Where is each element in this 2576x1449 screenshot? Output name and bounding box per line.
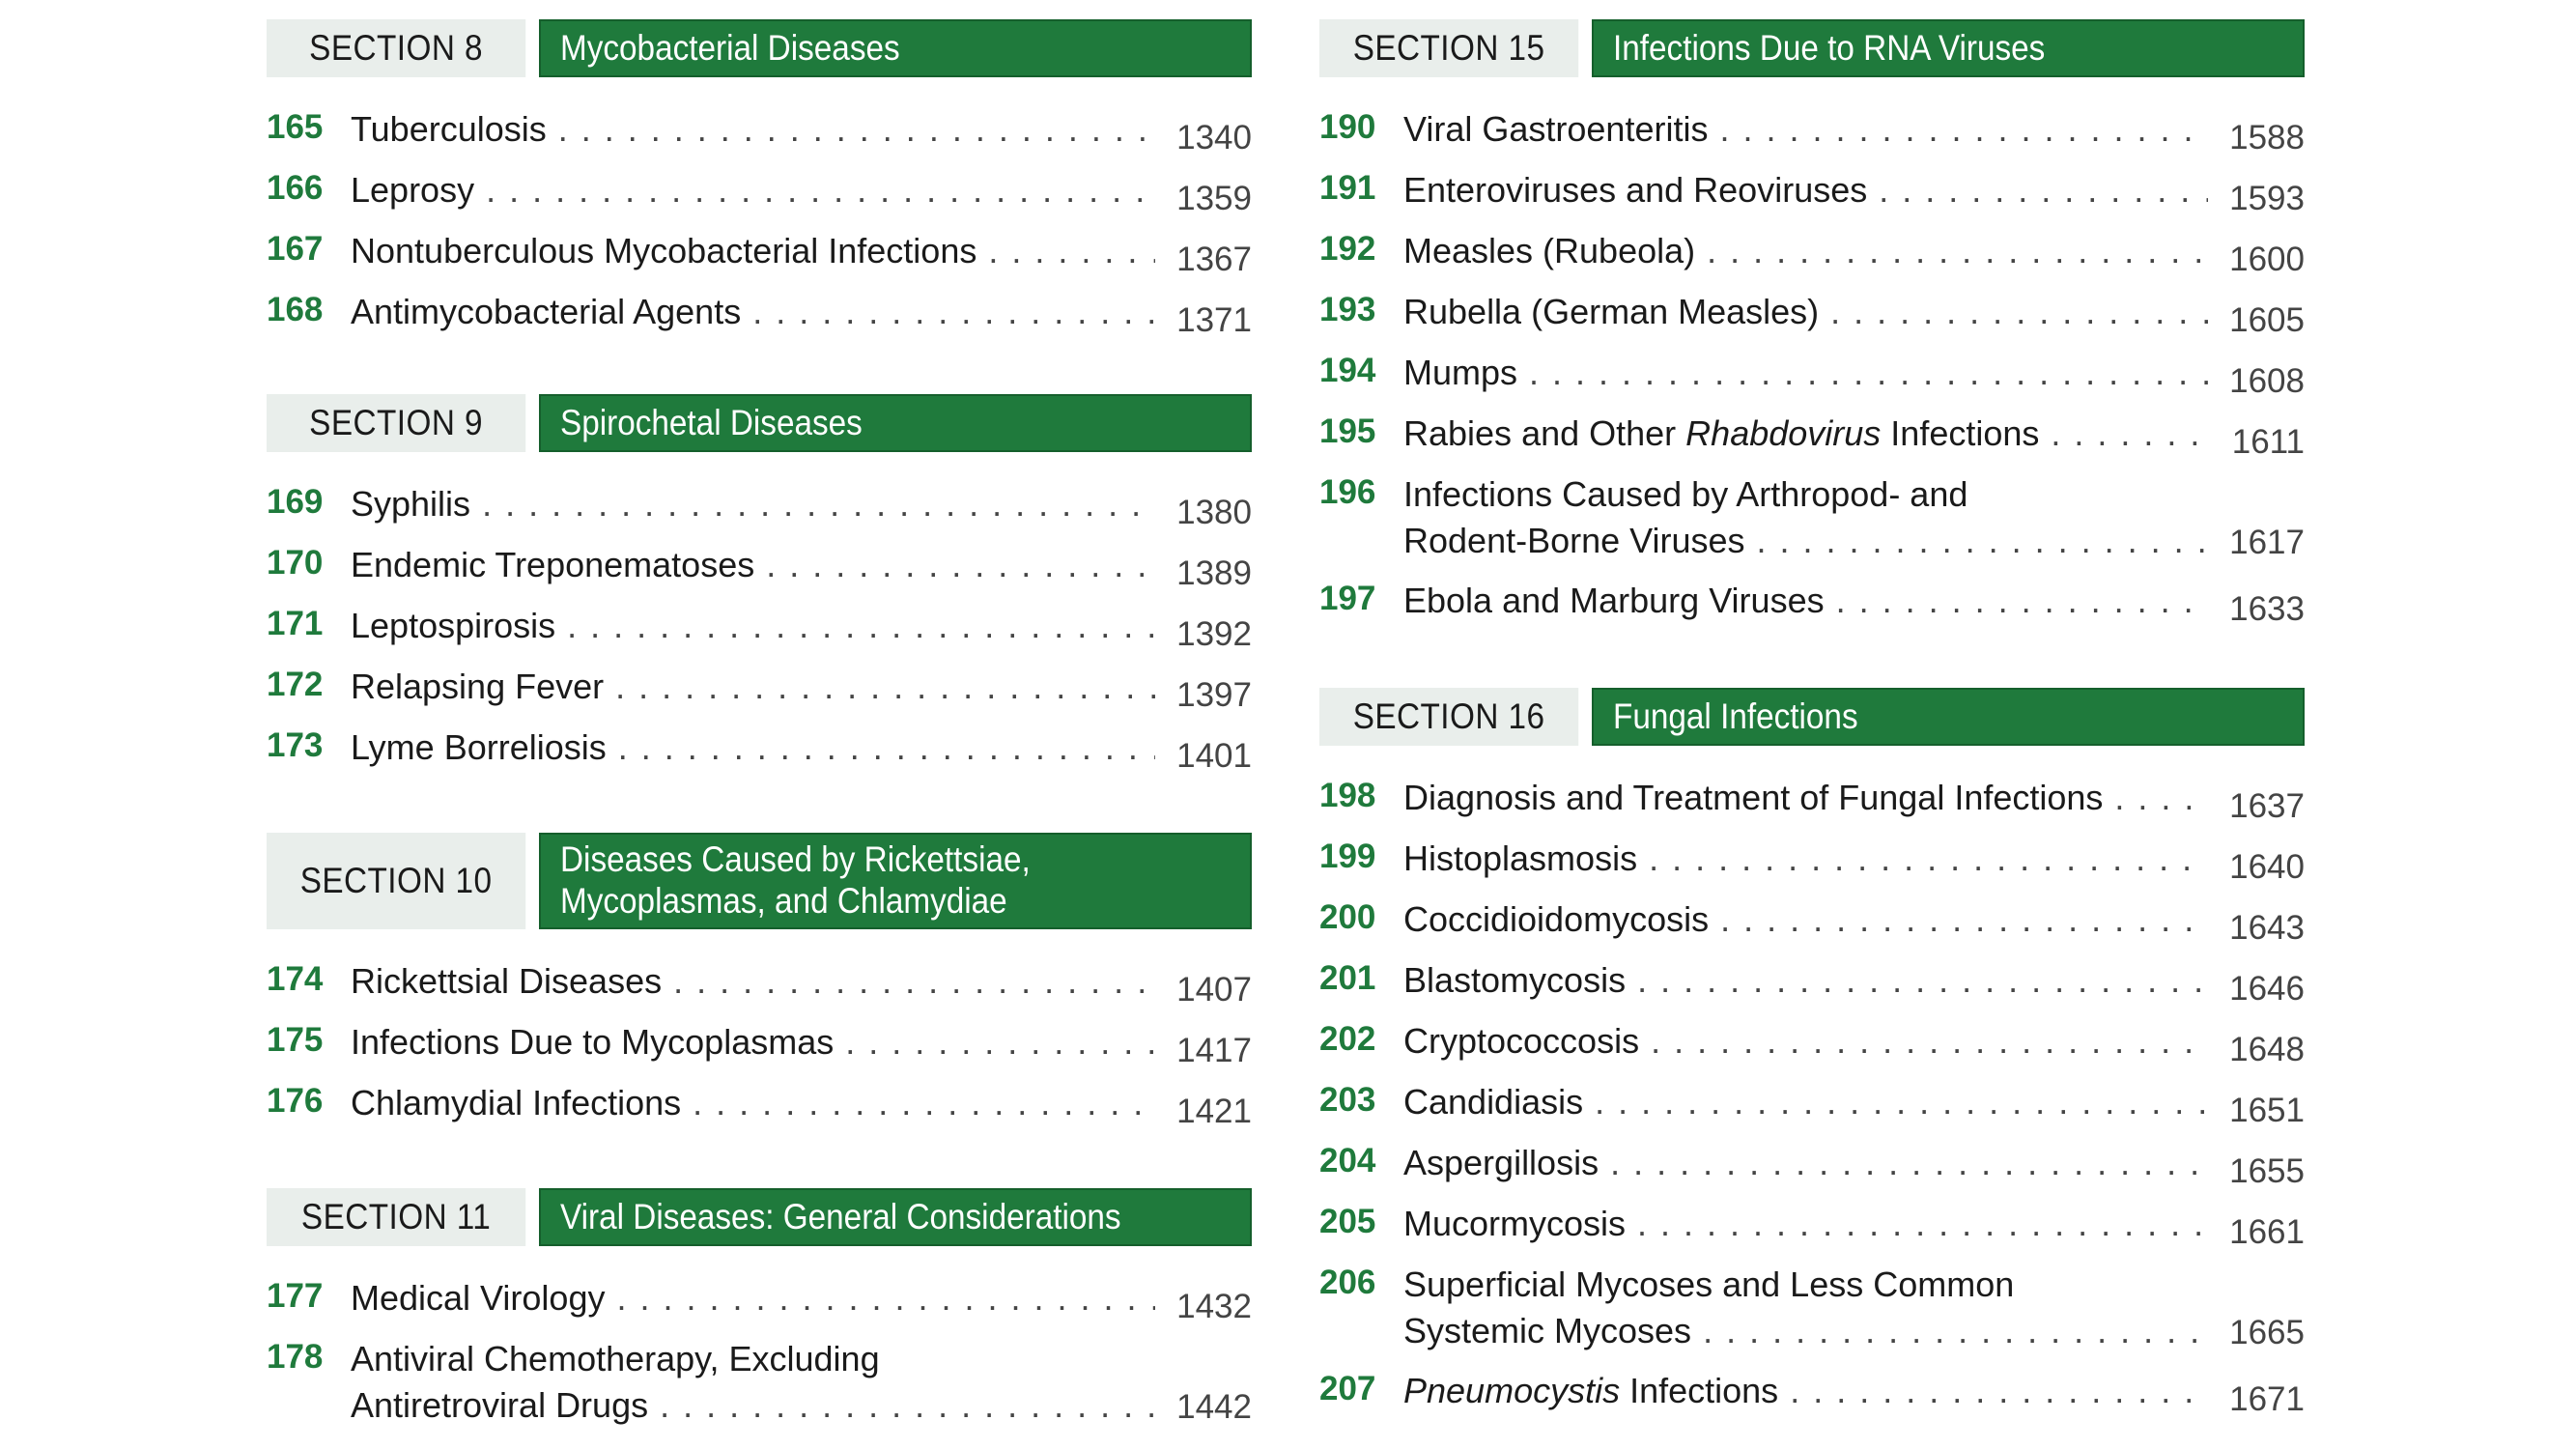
chapter-title: Mumps . . . [1403, 350, 2208, 396]
page-number: 1665 [2229, 1314, 2305, 1351]
chapter-title: Ebola and Marburg Viruses . . . [1403, 578, 2208, 624]
page-number: 1359 [1176, 180, 1252, 217]
chapter-entry[interactable] [267, 104, 1252, 165]
chapter-number: 200 [1319, 898, 1376, 936]
chapter-number: 203 [1319, 1081, 1376, 1119]
page-number: 1380 [1176, 494, 1252, 531]
page-number: 1655 [2229, 1152, 2305, 1190]
chapter-number: 197 [1319, 580, 1376, 617]
chapter-number: 191 [1319, 169, 1376, 207]
chapter-number: 173 [267, 726, 324, 764]
chapter-entry[interactable] [267, 479, 1252, 540]
chapter-number: 205 [1319, 1203, 1376, 1240]
chapter-entry[interactable] [1319, 1016, 2305, 1077]
section-title [1592, 19, 2305, 77]
chapter-number: 170 [267, 544, 324, 582]
chapter-title: Tuberculosis . . . [351, 106, 1155, 153]
chapter-title-part: Infections [1620, 1371, 1779, 1410]
chapter-entry[interactable] [267, 287, 1252, 348]
chapter-title: Relapsing Fever . . . [351, 664, 1155, 710]
chapter-entry[interactable] [1319, 834, 2305, 895]
chapter-title: Medical Virology . . . [351, 1275, 1155, 1321]
section-16 [1319, 688, 2305, 1427]
page-number: 1389 [1176, 554, 1252, 592]
page-number: 1605 [2229, 301, 2305, 339]
chapter-entry[interactable] [267, 1273, 1252, 1334]
chapter-title: Viral Gastroenteritis . . . [1403, 106, 2208, 153]
chapter-title: Cryptococcosis . . . [1403, 1018, 2208, 1065]
chapter-entry[interactable] [267, 662, 1252, 723]
chapter-title-line-1: Antiviral Chemotherapy, Excluding [351, 1339, 880, 1378]
chapter-number: 195 [1319, 412, 1376, 450]
chapter-entry[interactable] [267, 956, 1252, 1017]
chapter-entry[interactable] [1319, 1199, 2305, 1260]
chapter-number: 202 [1319, 1020, 1376, 1058]
chapter-entry[interactable] [1319, 409, 2305, 469]
chapter-title: Lyme Borreliosis . . . [351, 724, 1155, 771]
chapter-entry[interactable] [1319, 895, 2305, 955]
chapter-title-line-2: Antiretroviral Drugs . . . [351, 1382, 1155, 1429]
chapter-entry[interactable] [267, 1017, 1252, 1078]
chapter-number: 196 [1319, 473, 1376, 511]
page-number: 1600 [2229, 241, 2305, 278]
chapter-title-line-1: Superficial Mycoses and Less Common [1403, 1264, 2015, 1304]
chapter-title: Antimycobacterial Agents . . . [351, 289, 1155, 335]
chapter-number: 169 [267, 483, 324, 521]
chapter-entry[interactable] [267, 540, 1252, 601]
chapter-entry[interactable] [1319, 1260, 2305, 1366]
section-title [539, 19, 1252, 77]
chapter-title-line-2: Systemic Mycoses . . . [1403, 1308, 2208, 1354]
chapter-list [267, 1273, 1252, 1440]
section-8 [267, 19, 1252, 348]
chapter-entry[interactable] [1319, 226, 2305, 287]
page-number: 1367 [1176, 241, 1252, 278]
section-header [1319, 688, 2305, 746]
chapter-number: 177 [267, 1277, 324, 1315]
section-title-text: Viral Diseases: General Considerations [560, 1196, 1121, 1236]
chapter-title: Mucormycosis . . . [1403, 1201, 2208, 1247]
page-number: 1397 [1176, 676, 1252, 714]
chapter-title: Rickettsial Diseases . . . [351, 958, 1155, 1005]
section-header [267, 394, 1252, 452]
chapter-title [1403, 1368, 2208, 1414]
chapter-entry[interactable] [1319, 1077, 2305, 1138]
section-label: SECTION 16 [1319, 688, 1578, 746]
chapter-list [267, 479, 1252, 783]
chapter-number: 199 [1319, 838, 1376, 875]
section-label: SECTION 9 [267, 394, 525, 452]
section-header [267, 19, 1252, 77]
page-number: 1340 [1176, 119, 1252, 156]
chapter-list [1319, 773, 2305, 1427]
page-number: 1611 [2231, 423, 2305, 461]
chapter-number: 175 [267, 1021, 324, 1059]
chapter-title: Rubella (German Measles) . . . [1403, 289, 2208, 335]
chapter-title: Histoplasmosis . . . [1403, 836, 2208, 882]
chapter-title: Syphilis . . . [351, 481, 1155, 527]
page-number: 1421 [1176, 1093, 1252, 1130]
chapter-title: Chlamydial Infections . . . [351, 1080, 1155, 1126]
page-number: 1608 [2229, 362, 2305, 400]
chapter-entry[interactable] [1319, 104, 2305, 165]
chapter-title: Leptospirosis . . . [351, 603, 1155, 649]
page-number: 1371 [1176, 301, 1252, 339]
chapter-number: 174 [267, 960, 324, 998]
chapter-entry[interactable] [267, 601, 1252, 662]
chapter-title: Diagnosis and Treatment of Fungal Infections . . . [1403, 775, 2208, 821]
chapter-entry[interactable] [1319, 1366, 2305, 1427]
chapter-number: 201 [1319, 959, 1376, 997]
section-label: SECTION 11 [267, 1188, 525, 1246]
page-number: 1432 [1176, 1288, 1252, 1325]
section-title [539, 1188, 1252, 1246]
chapter-entry[interactable] [267, 1334, 1252, 1440]
chapter-title-line-1: Infections Caused by Arthropod- and [1403, 474, 1968, 514]
chapter-number: 194 [1319, 352, 1376, 389]
page-number: 1593 [2229, 180, 2305, 217]
chapter-title-part: Infections [1881, 413, 2040, 453]
section-title-text: Spirochetal Diseases [560, 402, 863, 442]
chapter-title-italic: Pneumocystis [1403, 1371, 1621, 1410]
chapter-title: Nontuberculous Mycobacterial Infections . . . [351, 228, 1155, 274]
section-title-text: Diseases Caused by Rickettsiae, Mycoplasmas, and Chlamydiae [560, 839, 1031, 921]
chapter-number: 171 [267, 605, 324, 642]
page-number: 1643 [2229, 909, 2305, 947]
section-10 [267, 833, 1252, 1139]
chapter-entry[interactable] [267, 723, 1252, 783]
chapter-number: 166 [267, 169, 324, 207]
chapter-entry[interactable] [1319, 348, 2305, 409]
chapter-number: 206 [1319, 1264, 1376, 1301]
page-number: 1407 [1176, 971, 1252, 1009]
section-label: SECTION 8 [267, 19, 525, 77]
chapter-number: 207 [1319, 1370, 1376, 1407]
chapter-title: Aspergillosis . . . [1403, 1140, 2208, 1186]
section-title [539, 394, 1252, 452]
chapter-title: Infections Due to Mycoplasmas . . . [351, 1019, 1155, 1065]
section-15 [1319, 19, 2305, 637]
page-number: 1640 [2229, 848, 2305, 886]
chapter-number: 190 [1319, 108, 1376, 146]
chapter-entry[interactable] [1319, 1138, 2305, 1199]
chapter-title: Candidiasis . . . [1403, 1079, 2208, 1125]
section-title-text: Fungal Infections [1613, 696, 1858, 736]
page-number: 1661 [2229, 1213, 2305, 1251]
chapter-title: Endemic Treponematoses . . . [351, 542, 1155, 588]
page-number: 1651 [2229, 1092, 2305, 1129]
page-number: 1648 [2229, 1031, 2305, 1068]
section-9 [267, 394, 1252, 783]
section-title-text: Mycobacterial Diseases [560, 27, 900, 68]
section-header [267, 833, 1252, 929]
section-title-text: Infections Due to RNA Viruses [1613, 27, 2046, 68]
chapter-entry[interactable] [1319, 773, 2305, 834]
chapter-number: 192 [1319, 230, 1376, 268]
chapter-title: Measles (Rubeola) . . . [1403, 228, 2208, 274]
section-label: SECTION 10 [267, 833, 525, 929]
page-number: 1671 [2229, 1380, 2305, 1418]
chapter-title [1403, 411, 2208, 457]
section-label: SECTION 15 [1319, 19, 1578, 77]
chapter-entry[interactable] [267, 1078, 1252, 1139]
page-number: 1633 [2229, 590, 2305, 628]
page-number: 1588 [2229, 119, 2305, 156]
chapter-list [1319, 104, 2305, 637]
chapter-title-italic: Rhabdovirus [1685, 413, 1882, 453]
section-title [1592, 688, 2305, 746]
chapter-number: 168 [267, 291, 324, 328]
chapter-entry[interactable] [267, 165, 1252, 226]
page-number: 1417 [1176, 1032, 1252, 1069]
chapter-entry[interactable] [1319, 955, 2305, 1016]
chapter-title-part: Rabies and Other [1403, 413, 1686, 453]
chapter-number: 198 [1319, 777, 1376, 814]
chapter-number: 165 [267, 108, 324, 146]
page-number: 1617 [2229, 524, 2305, 561]
chapter-list [267, 104, 1252, 348]
section-title [539, 833, 1252, 929]
chapter-entry[interactable] [1319, 576, 2305, 637]
chapter-title-line-2: Rodent-Borne Viruses . . . [1403, 518, 2208, 564]
chapter-number: 193 [1319, 291, 1376, 328]
section-header [1319, 19, 2305, 77]
page-number: 1392 [1176, 615, 1252, 653]
chapter-number: 176 [267, 1082, 324, 1120]
chapter-number: 167 [267, 230, 324, 268]
page-number: 1401 [1176, 737, 1252, 775]
chapter-entry[interactable] [1319, 165, 2305, 226]
chapter-number: 172 [267, 666, 324, 703]
chapter-title: Blastomycosis . . . [1403, 957, 2208, 1004]
section-11 [267, 1188, 1252, 1440]
page-number: 1646 [2229, 970, 2305, 1008]
page-number: 1637 [2229, 787, 2305, 825]
chapter-entry[interactable] [267, 226, 1252, 287]
chapter-number: 204 [1319, 1142, 1376, 1179]
chapter-entry[interactable] [1319, 469, 2305, 576]
chapter-list [267, 956, 1252, 1139]
chapter-title: Coccidioidomycosis . . . [1403, 896, 2208, 943]
chapter-number: 178 [267, 1338, 324, 1376]
chapter-entry[interactable] [1319, 287, 2305, 348]
page-number: 1442 [1176, 1388, 1252, 1426]
chapter-title: Enteroviruses and Reoviruses . . . [1403, 167, 2208, 213]
section-header [267, 1188, 1252, 1246]
chapter-title: Leprosy . . . [351, 167, 1155, 213]
